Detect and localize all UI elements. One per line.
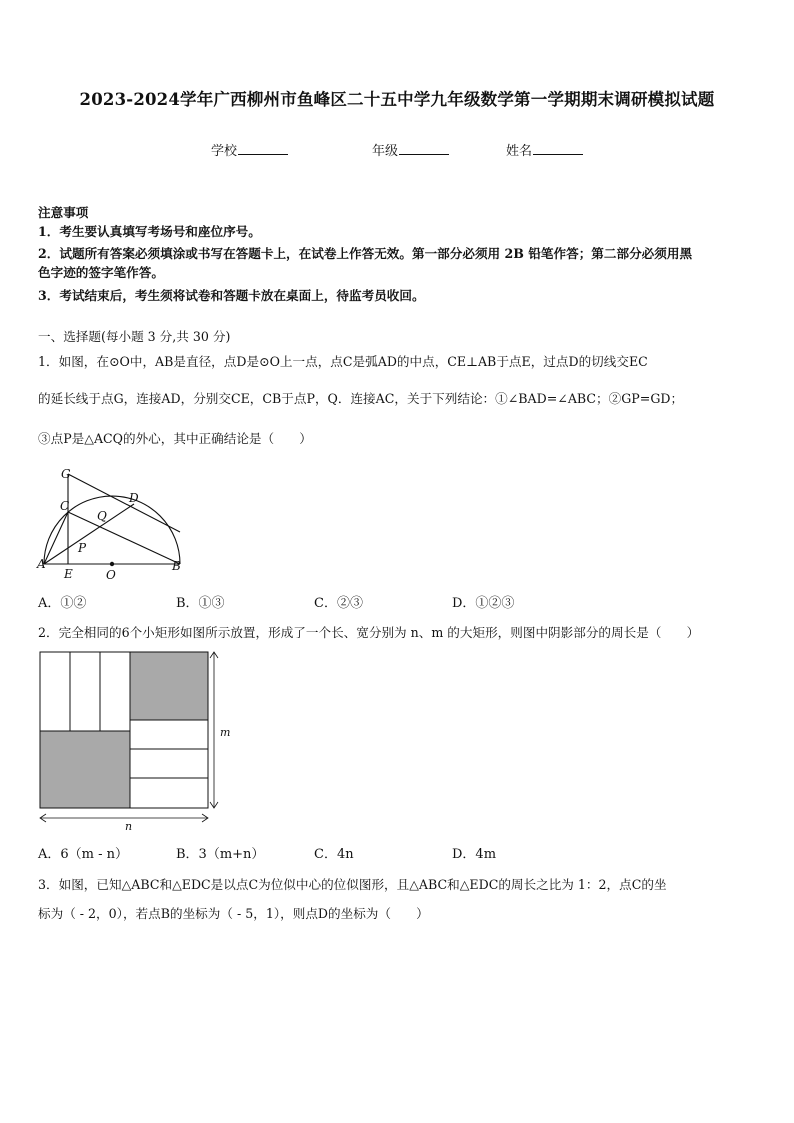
label-b: B	[172, 559, 181, 573]
q1-stem-line3: ③点P是△ACQ的外心，其中正确结论是（ ）	[38, 431, 312, 446]
tangent-line	[68, 474, 180, 532]
q2-rectangles-figure	[34, 646, 244, 836]
grade-label: 年级	[372, 144, 399, 159]
label-e: E	[64, 567, 73, 581]
note-item-1: 1．考生要认真填写考场号和座位序号。	[38, 224, 261, 239]
q2-option-a: A．6（m - n）	[38, 847, 129, 862]
grade-blank	[399, 142, 449, 155]
q1-circle-figure	[34, 462, 194, 582]
grade-field	[372, 140, 449, 159]
q1-option-b: B．①③	[176, 596, 225, 611]
q3-stem-line1: 3．如图，已知△ABC和△EDC是以点C为位似中心的位似图形，且△ABC和△EDC的周长之比为 1：2，点C的坐	[38, 877, 667, 892]
note-item-3: 3．考试结束后，考生须将试卷和答题卡放在桌面上，待监考员收回。	[38, 288, 425, 303]
name-label: 姓名	[506, 144, 533, 159]
shaded-rect-top-right	[130, 652, 208, 720]
label-a: A	[37, 557, 46, 571]
q1-stem-line2: 的延长线于点G，连接AD，分别交CE，CB于点P，Q．连接AC，关于下列结论：①∠BAD=∠ABC；②GP=GD；	[38, 391, 684, 406]
school-blank	[238, 142, 288, 155]
q1-option-d: D．①②③	[452, 596, 515, 611]
q3-stem-line2: 标为（ - 2，0），若点B的坐标为（ - 5，1），则点D的坐标为（ ）	[38, 906, 429, 921]
note-item-2-cont: 色字迹的签字笔作答。	[38, 265, 164, 280]
label-g: G	[61, 467, 71, 481]
q1-option-a: A．①②	[38, 596, 87, 611]
note-item-2: 2．试题所有答案必须填涂或书写在答题卡上，在试卷上作答无效。第一部分必须用 2B 铅笔作答；第二部分必须用黑	[38, 246, 693, 261]
name-field	[506, 140, 583, 159]
q1-option-c: C．②③	[314, 596, 363, 611]
label-p: P	[78, 541, 87, 555]
shaded-rect-bottom-left	[40, 731, 130, 808]
name-blank	[533, 142, 583, 155]
page-title: 2023-2024学年广西柳州市鱼峰区二十五中学九年级数学第一学期期末调研模拟试题	[79, 90, 715, 109]
label-d: D	[129, 491, 139, 505]
center-dot	[110, 562, 114, 566]
label-q: Q	[97, 509, 107, 523]
label-c: C	[60, 499, 70, 513]
notes-heading: 注意事项	[38, 205, 89, 220]
label-m: m	[220, 726, 231, 739]
q2-stem: 2．完全相同的6个小矩形如图所示放置，形成了一个长、宽分别为 n、m 的大矩形，则图中阴影部分的周长是（ ）	[38, 625, 700, 640]
section-heading: 一、选择题(每小题 3 分,共 30 分)	[38, 329, 231, 344]
label-o: O	[106, 568, 116, 582]
q2-option-c: C．4n	[314, 847, 354, 862]
q2-option-d: D．4m	[452, 847, 497, 862]
label-n: n	[125, 820, 133, 833]
q1-stem-line1: 1．如图，在⊙O中，AB是直径，点D是⊙O上一点，点C是弧AD的中点，CE⊥AB于点E，过点D的切线交EC	[38, 354, 648, 369]
q2-option-b: B．3（m+n）	[176, 847, 265, 862]
school-field	[211, 140, 288, 159]
school-label: 学校	[211, 144, 238, 159]
